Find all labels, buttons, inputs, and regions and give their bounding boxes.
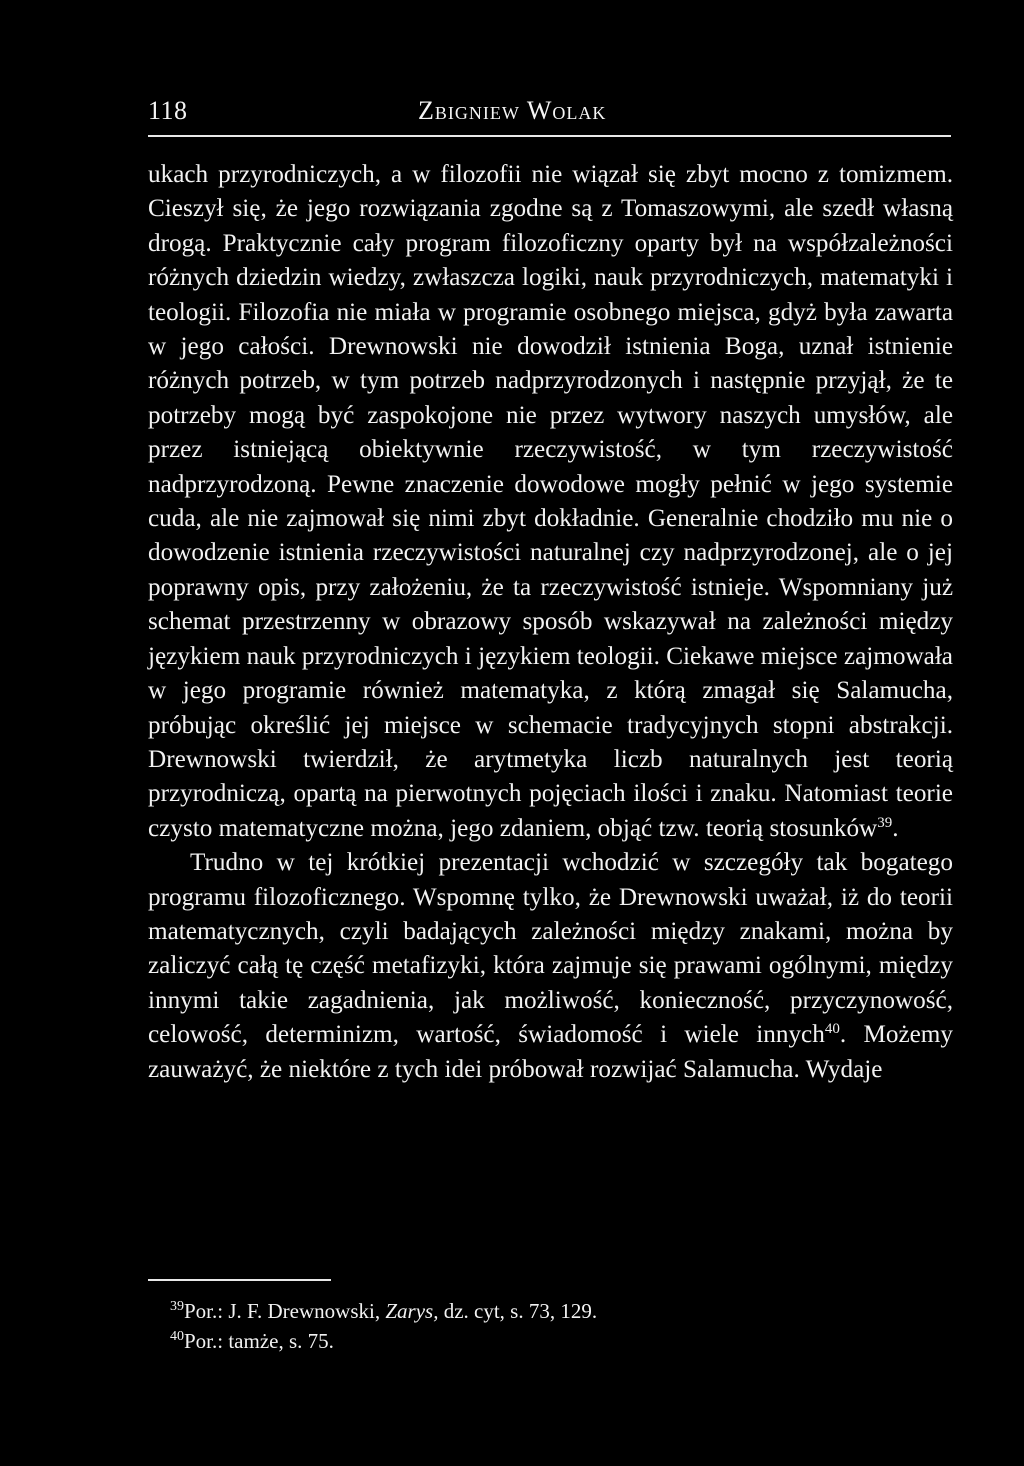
paragraph-2 bbox=[148, 846, 953, 1087]
footnote-rule bbox=[148, 1279, 331, 1281]
running-head: Zbigniew Wolak bbox=[418, 96, 607, 125]
page-number: 118 bbox=[148, 96, 188, 125]
paragraph-2-text-b: . Możemy zauważyć, że niektóre z tych idei próbował rozwijać Salamucha. Wydaje bbox=[148, 1021, 953, 1083]
footnote-text-end: dz. cyt, s. 73, 129. bbox=[438, 1299, 598, 1323]
footnote-number: 39 bbox=[170, 1299, 184, 1314]
paragraph-2-text-a: Trudno w tej krótkiej prezentacji wchodzić w szczegóły tak bogatego programu filozoficznego. Wspomnę tylko, że Drewnowski uważał, iż do teorii matematycznych, czyli badających zależności między znakami, można by zaliczyć całą tę część metafizyki, która zajmuje się prawami ogólnymi, między innymi takie zagadnienia, jak możliwość, konieczność, przyczynowość, celowość, determinizm, wartość, świadomość i wiele innych bbox=[148, 849, 953, 1049]
body-text bbox=[148, 158, 953, 1087]
footnote-number: 40 bbox=[170, 1329, 184, 1344]
footnote-ref-40[interactable]: 40 bbox=[824, 1021, 840, 1038]
footnote-text: Por.: tamże, s. 75. bbox=[184, 1329, 334, 1353]
footnote-title: Zarys, bbox=[385, 1299, 439, 1323]
page-header bbox=[148, 92, 951, 132]
footnote-39 bbox=[170, 1296, 930, 1326]
footnote-text: Por.: J. F. Drewnowski, bbox=[184, 1299, 386, 1323]
footnotes bbox=[170, 1296, 930, 1356]
footnote-40 bbox=[170, 1326, 930, 1356]
paragraph-1-text: ukach przyrodniczych, a w filozofii nie wiązał się zbyt mocno z tomizmem. Cieszył się, że jego rozwiązania zgodne są z Tomaszowymi, ale szedł własną drogą. Praktycznie cały program filozoficzny oparty był na współzależności różnych dziedzin wiedzy, zwłaszcza logiki, nauk przyrodniczych, matematyki i teologii. Filozofia nie miała w programie osobnego miejsca, gdyż była zawarta w jego całości. Drewnowski nie dowodził istnienia Boga, uznał istnienie różnych potrzeb, w tym potrzeb nadprzyrodzonych i następnie przyjął, że te potrzeby mogą być zaspokojone nie przez wytwory naszych umysłów, ale przez istniejącą obiektywnie rzeczywistość, w tym rzeczywistość nadprzyrodzoną. Pewne znaczenie dowodowe mogły pełnić w jego systemie cuda, ale nie zajmował się nimi zbyt dokładnie. Generalnie chodziło mu nie o dowodzenie istnienia rzeczywistości naturalnej czy nadprzyrodzonej, ale o jej poprawny opis, przy założeniu, że ta rzeczywistość istnieje. Wspomniany już schemat przestrzenny w obrazowy sposób wskazywał na zależności między językiem nauk przyrodniczych i językiem teologii. Ciekawe miejsce zajmowała w jego programie również matematyka, z którą zmagał się Salamucha, próbując określić jej miejsce w schemacie tradycyjnych stopni abstrakcji. Drewnowski twierdził, że arytmetyka liczb naturalnych jest teorią przyrodniczą, opartą na pierwotnych pojęciach ilości i znaku. Natomiast teorie czysto matematyczne można, jego zdaniem, objąć tzw. teorią stosunków bbox=[148, 161, 953, 842]
footnote-ref-39[interactable]: 39 bbox=[877, 814, 893, 831]
paragraph-1 bbox=[148, 158, 953, 846]
header-rule bbox=[148, 135, 951, 137]
paragraph-1-end: . bbox=[892, 814, 899, 842]
